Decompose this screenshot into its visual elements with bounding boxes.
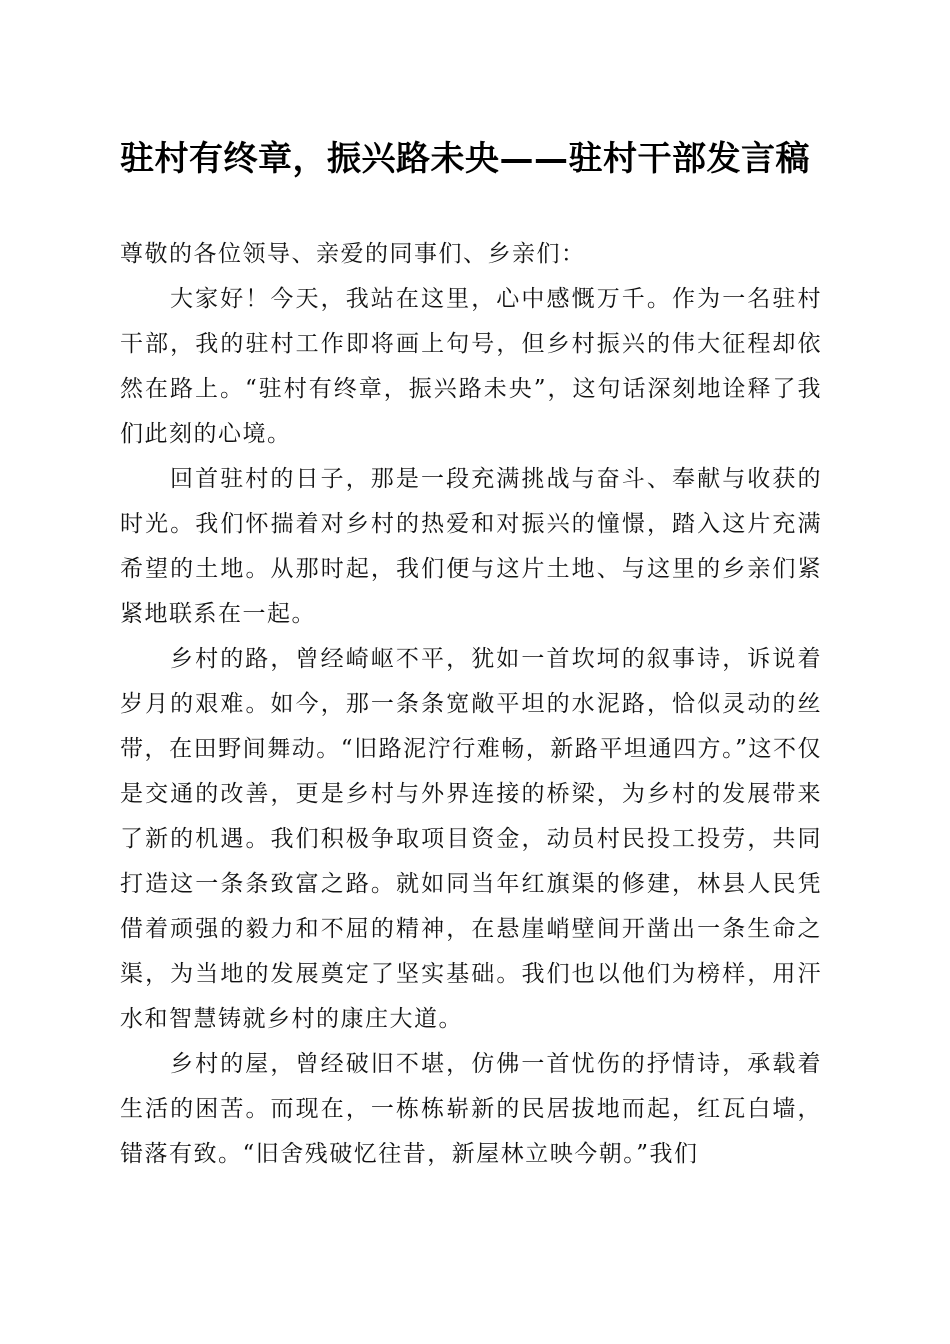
paragraph-1: 大家好！今天，我站在这里，心中感慨万千。作为一名驻村干部，我的驻村工作即将画上句号，但乡村振兴的伟大征程却依然在路上。“驻村有终章，振兴路未央”，这句话深刻地诠释了我们此刻的心境。 xyxy=(120,286,822,447)
paragraph-4: 乡村的屋，曾经破旧不堪，仿佛一首忧伤的抒情诗，承载着生活的困苦。而现在，一栋栋崭新的民居拔地而起，红瓦白墙，错落有致。“旧舍残破忆往昔，新屋林立映今朝。”我们 xyxy=(120,1051,822,1167)
paragraph-3: 乡村的路，曾经崎岖不平，犹如一首坎坷的叙事诗，诉说着岁月的艰难。如今，那一条条宽敞平坦的水泥路，恰似灵动的丝带，在田野间舞动。“旧路泥泞行难畅，新路平坦通四方。”这不仅是交通的改善，更是乡村与外界连接的桥梁，为乡村的发展带来了新的机遇。我们积极争取项目资金，动员村民投工投劳，共同打造这一条条致富之路。就如同当年红旗渠的修建，林县人民凭借着顽强的毅力和不屈的精神，在悬崖峭壁间开凿出一条生命之渠，为当地的发展奠定了坚实基础。我们也以他们为榜样，用汗水和智慧铸就乡村的康庄大道。 xyxy=(120,646,822,1032)
document-title: 驻村有终章，振兴路未央——驻村干部发言稿 xyxy=(120,139,810,179)
paragraph-2: 回首驻村的日子，那是一段充满挑战与奋斗、奉献与收获的时光。我们怀揣着对乡村的热爱和对振兴的憧憬，踏入这片充满希望的土地。从那时起，我们便与这片土地、与这里的乡亲们紧紧地联系在一起。 xyxy=(120,466,822,627)
salutation: 尊敬的各位领导、亲爱的同事们、乡亲们： xyxy=(120,241,586,267)
document-body xyxy=(120,232,822,1177)
